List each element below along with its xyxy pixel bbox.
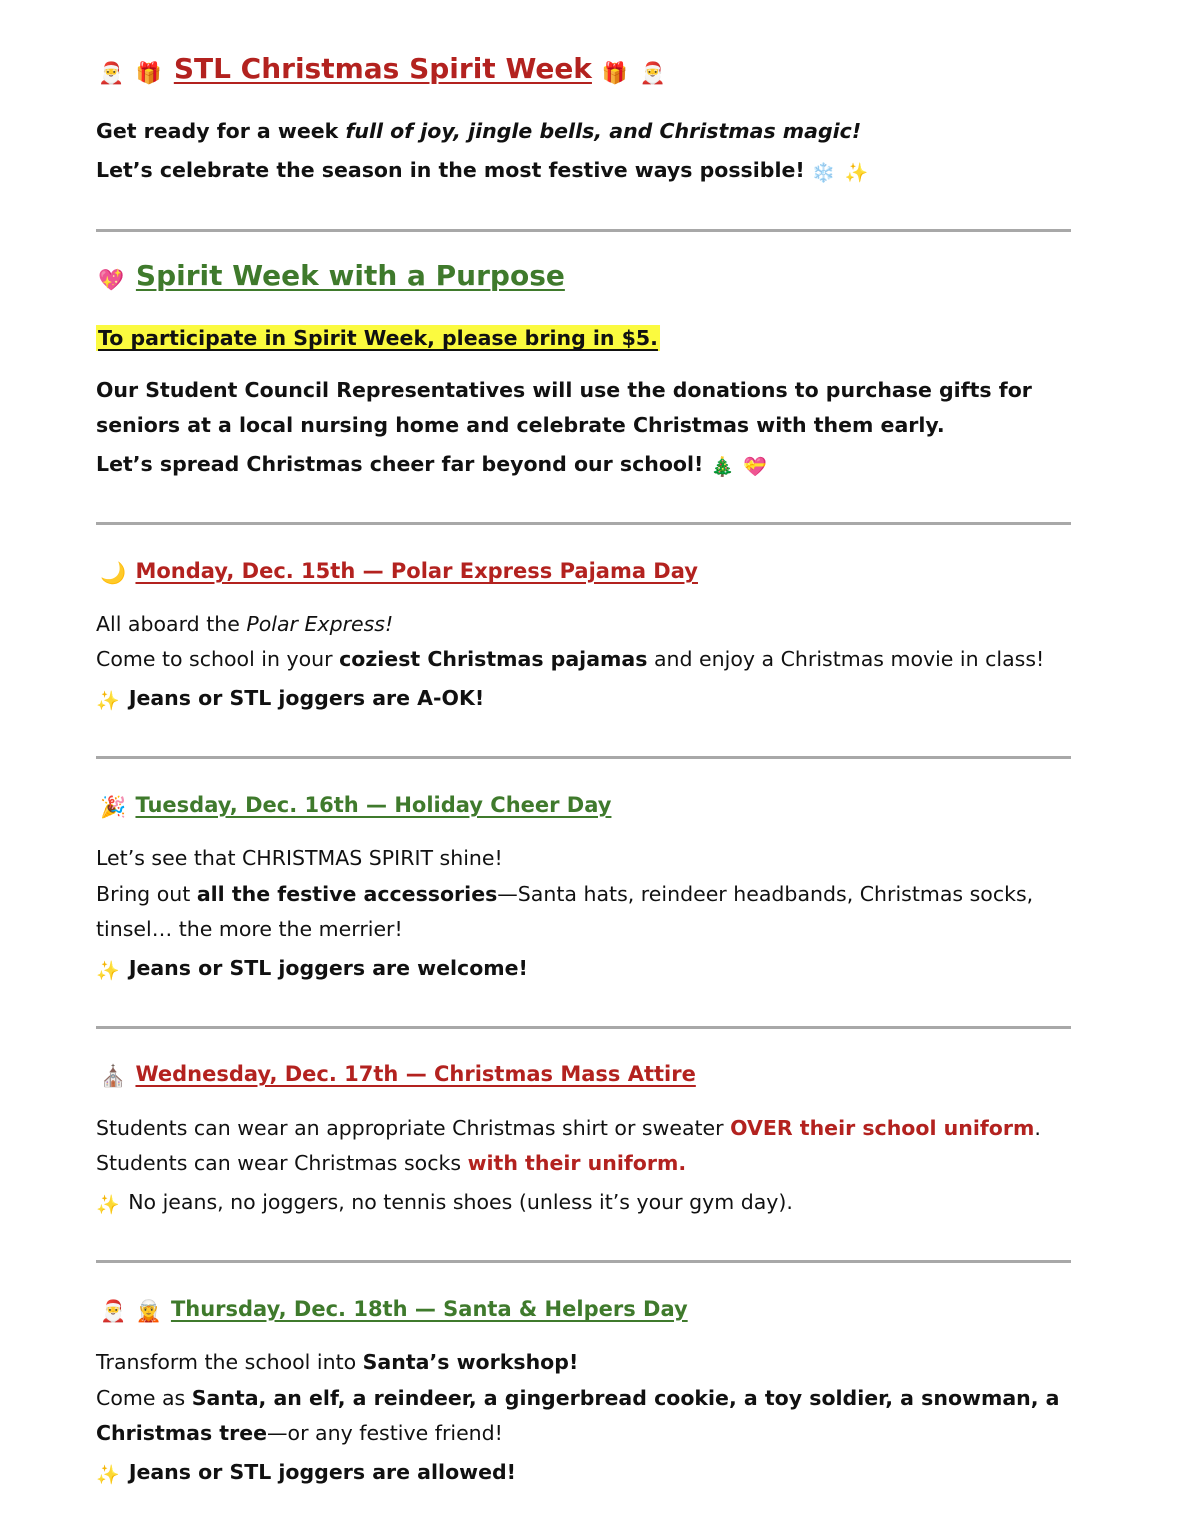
tuesday-note-text: Jeans or STL joggers are welcome! [128, 956, 528, 980]
thursday-line-1 [96, 1348, 578, 1376]
wednesday-heading-row [100, 1062, 696, 1087]
monday-bold-text: coziest Christmas pajamas [339, 647, 648, 671]
thursday-text: —or any festive friend! [267, 1421, 503, 1445]
thursday-text: Come as [96, 1386, 192, 1410]
wednesday-line-2 [96, 1149, 686, 1177]
wednesday-text: Students can wear an appropriate Christmas shirt or sweater [96, 1116, 731, 1140]
divider [96, 1026, 1071, 1029]
wednesday-heading: Wednesday, Dec. 17th — Christmas Mass Attire [135, 1062, 696, 1086]
santa-icon: 🎅 [98, 61, 125, 85]
tuesday-text: —Santa hats, reindeer headbands, Christmas socks, [497, 882, 1034, 906]
christmas-tree-icon: 🎄 [710, 456, 735, 478]
monday-text: All aboard the [96, 612, 247, 636]
purpose-paragraph-line-1: Our Student Council Representatives will use the donations to purchase gifts for [96, 378, 1032, 402]
elf-icon: 🧝 [135, 1299, 162, 1323]
gift-icon: 🎁 [135, 61, 163, 85]
tuesday-note [96, 954, 528, 982]
intro-italic-text: full of joy, jingle bells, and Christmas magic! [345, 119, 862, 143]
snowflake-icon: ❄️ [811, 162, 836, 184]
wednesday-text: . [1034, 1116, 1041, 1140]
purpose-paragraph-line-3 [96, 450, 769, 478]
thursday-text: Transform the school into [96, 1350, 363, 1374]
purpose-heading: Spirit Week with a Purpose [135, 259, 565, 292]
intro-text: Get ready for a week [96, 119, 346, 143]
purpose-paragraph-line-2: seniors at a local nursing home and celebrate Christmas with them early. [96, 413, 945, 437]
wednesday-emphasis-text: OVER their school uniform [730, 1116, 1035, 1140]
thursday-heading-row [100, 1297, 688, 1322]
page-title: STL Christmas Spirit Week [173, 52, 592, 85]
tuesday-heading: Tuesday, Dec. 16th — Holiday Cheer Day [135, 793, 612, 817]
church-icon: ⛪ [100, 1064, 127, 1088]
tuesday-text: Bring out [96, 882, 197, 906]
donation-highlight-line [96, 324, 660, 352]
gift-icon: 🎁 [601, 61, 628, 85]
santa-icon: 🎅 [100, 1299, 127, 1323]
divider [96, 229, 1071, 232]
thursday-heading: Thursday, Dec. 18th — Santa & Helpers Day [170, 1297, 688, 1321]
sparkles-icon: ✨ [96, 1194, 120, 1216]
monday-italic-text: Polar Express! [246, 612, 394, 636]
divider [96, 1260, 1071, 1263]
monday-note-text: Jeans or STL joggers are A-OK! [128, 686, 485, 710]
intro-line-2 [96, 156, 870, 184]
wednesday-emphasis-text: with their uniform. [467, 1151, 687, 1175]
sparkles-icon: ✨ [96, 960, 120, 982]
tuesday-line-1: Let’s see that CHRISTMAS SPIRIT shine! [96, 846, 503, 870]
page-title-row [98, 52, 668, 85]
wednesday-note [96, 1188, 793, 1216]
tuesday-line-3: tinsel… the more the merrier! [96, 917, 403, 941]
thursday-bold-text: Christmas tree [96, 1421, 268, 1445]
thursday-line-3 [96, 1419, 503, 1447]
sparkles-icon: ✨ [96, 690, 120, 712]
wednesday-text: Students can wear Christmas socks [96, 1151, 468, 1175]
sparkling-heart-icon: 💖 [98, 268, 125, 292]
monday-text: and enjoy a Christmas movie in class! [647, 647, 1045, 671]
divider [96, 522, 1071, 525]
wednesday-note-text: No jeans, no joggers, no tennis shoes (unless it’s your gym day). [128, 1190, 793, 1214]
monday-line-1 [96, 610, 393, 638]
monday-heading: Monday, Dec. 15th — Polar Express Pajama Day [135, 559, 698, 583]
thursday-note [96, 1458, 516, 1486]
sparkles-icon: ✨ [844, 162, 869, 184]
divider [96, 756, 1071, 759]
moon-icon: 🌙 [100, 561, 127, 585]
donation-highlight: To participate in Spirit Week, please bring in $5. [98, 326, 658, 350]
party-popper-icon: 🎉 [100, 795, 127, 819]
purpose-heading-row [98, 259, 565, 292]
tuesday-bold-text: all the festive accessories [196, 882, 498, 906]
monday-note [96, 684, 484, 712]
monday-line-2 [96, 645, 1044, 673]
intro-text: Let’s celebrate the season in the most festive ways possible! [96, 158, 805, 182]
sparkles-icon: ✨ [96, 1464, 120, 1486]
intro-line-1 [96, 117, 861, 145]
wednesday-line-1 [96, 1114, 1041, 1142]
tuesday-line-2 [96, 880, 1033, 908]
thursday-bold-text: Santa’s workshop! [362, 1350, 579, 1374]
monday-heading-row [100, 559, 698, 584]
heart-gift-icon: 💝 [743, 456, 768, 478]
thursday-line-2 [96, 1384, 1060, 1412]
monday-text: Come to school in your [96, 647, 340, 671]
santa-icon: 🎅 [639, 61, 666, 85]
thursday-bold-text: Santa, an elf, a reindeer, a gingerbread cookie, a toy soldier, a snowman, a [191, 1386, 1060, 1410]
tuesday-heading-row [100, 793, 611, 818]
thursday-note-text: Jeans or STL joggers are allowed! [128, 1460, 517, 1484]
purpose-text: Let’s spread Christmas cheer far beyond our school! [96, 452, 704, 476]
